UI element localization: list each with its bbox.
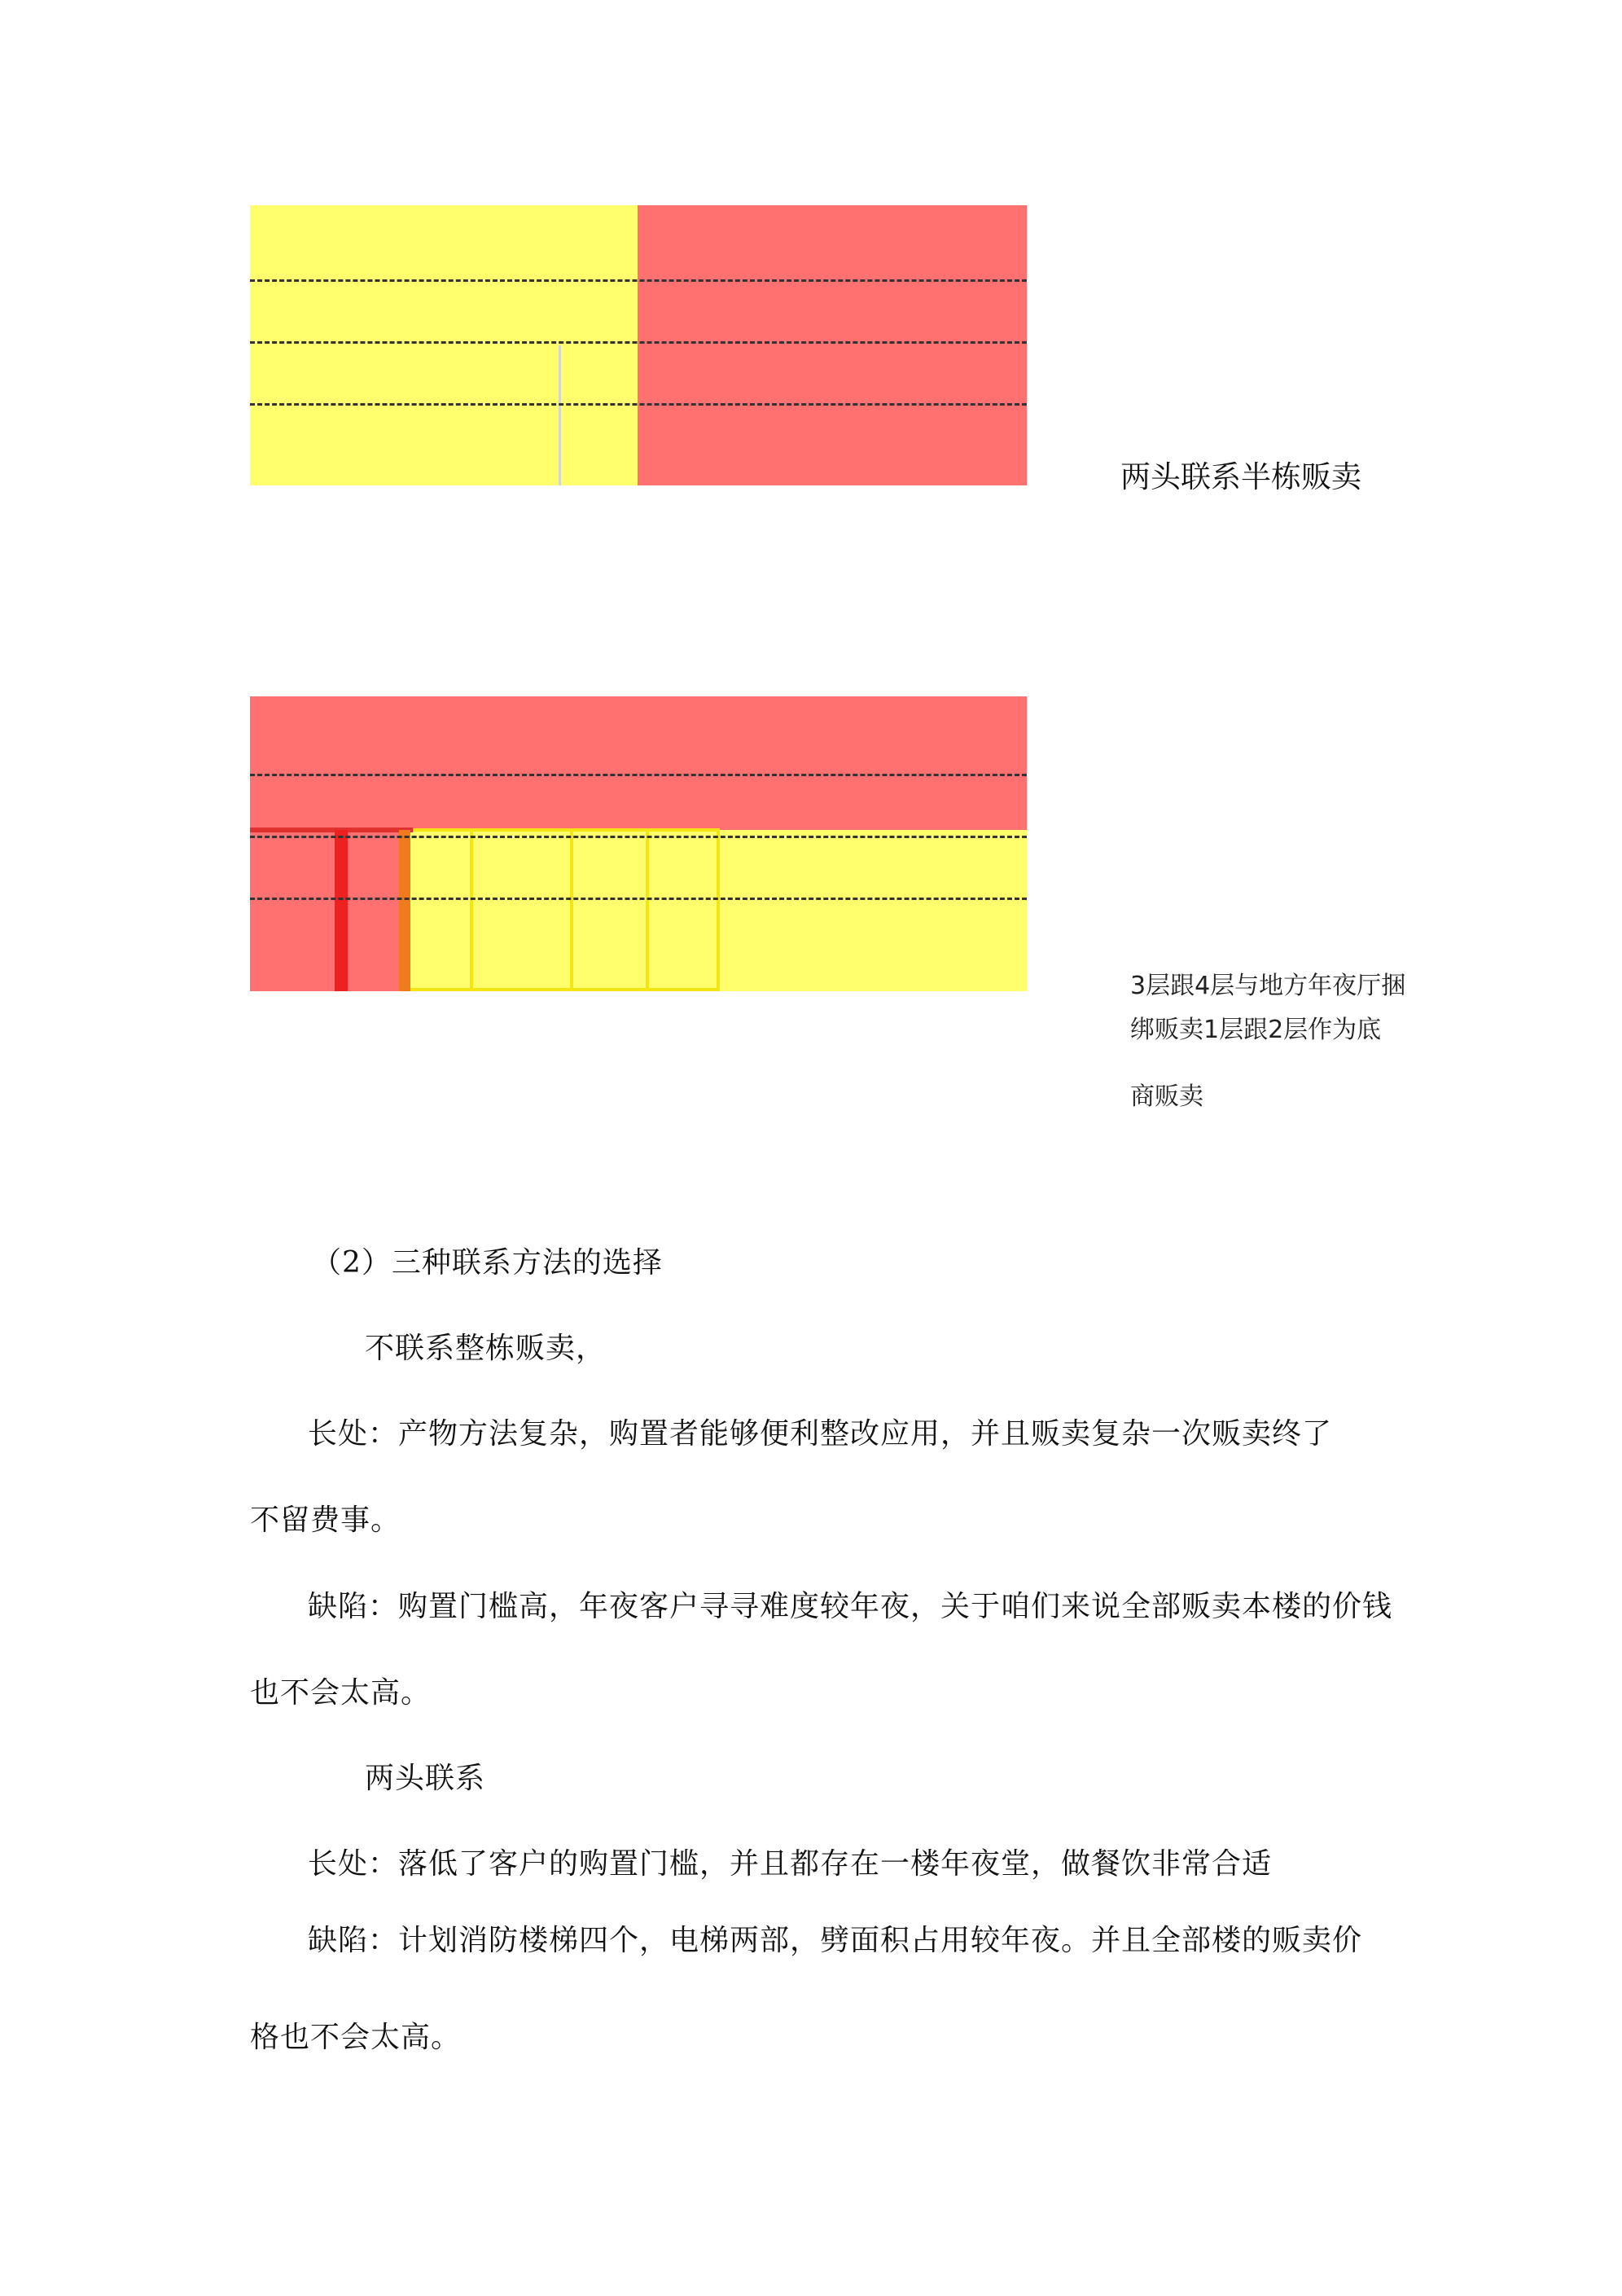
shop-unit-divider xyxy=(570,830,573,991)
floor-line xyxy=(250,898,1027,900)
shop-unit-divider xyxy=(646,830,649,991)
floor-line xyxy=(250,836,1027,838)
diagram1-caption: 两头联系半栋贩卖 xyxy=(1120,459,1361,494)
option1-pros-line2: 不留费事。 xyxy=(250,1504,401,1537)
floor-split-diagram-bundled xyxy=(250,696,1027,991)
diagram2-caption-line3: 商贩卖 xyxy=(1130,1082,1203,1111)
option1-title: 不联系整栋贩卖， xyxy=(365,1332,607,1365)
upper-floors-section xyxy=(250,696,1027,830)
yellow-section xyxy=(250,205,638,485)
floor-line xyxy=(250,341,1027,344)
option1-cons-line1: 缺陷：购置门槛高，年夜客户寻寻难度较年夜，关于咱们来说全部贩卖本楼的价钱 xyxy=(308,1590,1393,1623)
floor-line xyxy=(250,279,1027,282)
floor-line xyxy=(250,403,1027,406)
option1-pros-line1: 长处：产物方法复杂，购置者能够便利整改应用，并且贩卖复杂一次贩卖终了 xyxy=(308,1417,1333,1451)
option1-cons-line2: 也不会太高。 xyxy=(250,1676,432,1710)
floor-split-diagram-half xyxy=(250,205,1027,485)
option2-cons-line1: 缺陷：计划消防楼梯四个，电梯两部，劈面积占用较年夜。并且全部楼的贩卖价 xyxy=(308,1924,1363,1957)
shop-units-outline xyxy=(410,828,720,991)
diagram2-caption-line1: 3层跟4层与地方年夜厅捆 xyxy=(1130,972,1406,1000)
lobby-edge xyxy=(399,830,410,991)
shop-unit-divider xyxy=(470,830,473,991)
lobby-section xyxy=(250,830,410,991)
option2-cons-line2: 格也不会太高。 xyxy=(250,2021,462,2054)
vertical-divider xyxy=(559,345,561,485)
floor-line xyxy=(250,774,1027,776)
option2-pros: 长处：落低了客户的购置门槛，并且都存在一楼年夜堂，做餐饮非常合适 xyxy=(308,1847,1273,1881)
diagram2-caption-line2: 绑贩卖1层跟2层作为底 xyxy=(1130,1016,1382,1044)
option2-title: 两头联系 xyxy=(365,1762,486,1795)
lobby-top-edge xyxy=(250,828,413,832)
section-heading: （2）三种联系方法的选择 xyxy=(312,1246,663,1280)
stair-core xyxy=(335,830,348,991)
red-section xyxy=(638,205,1027,485)
